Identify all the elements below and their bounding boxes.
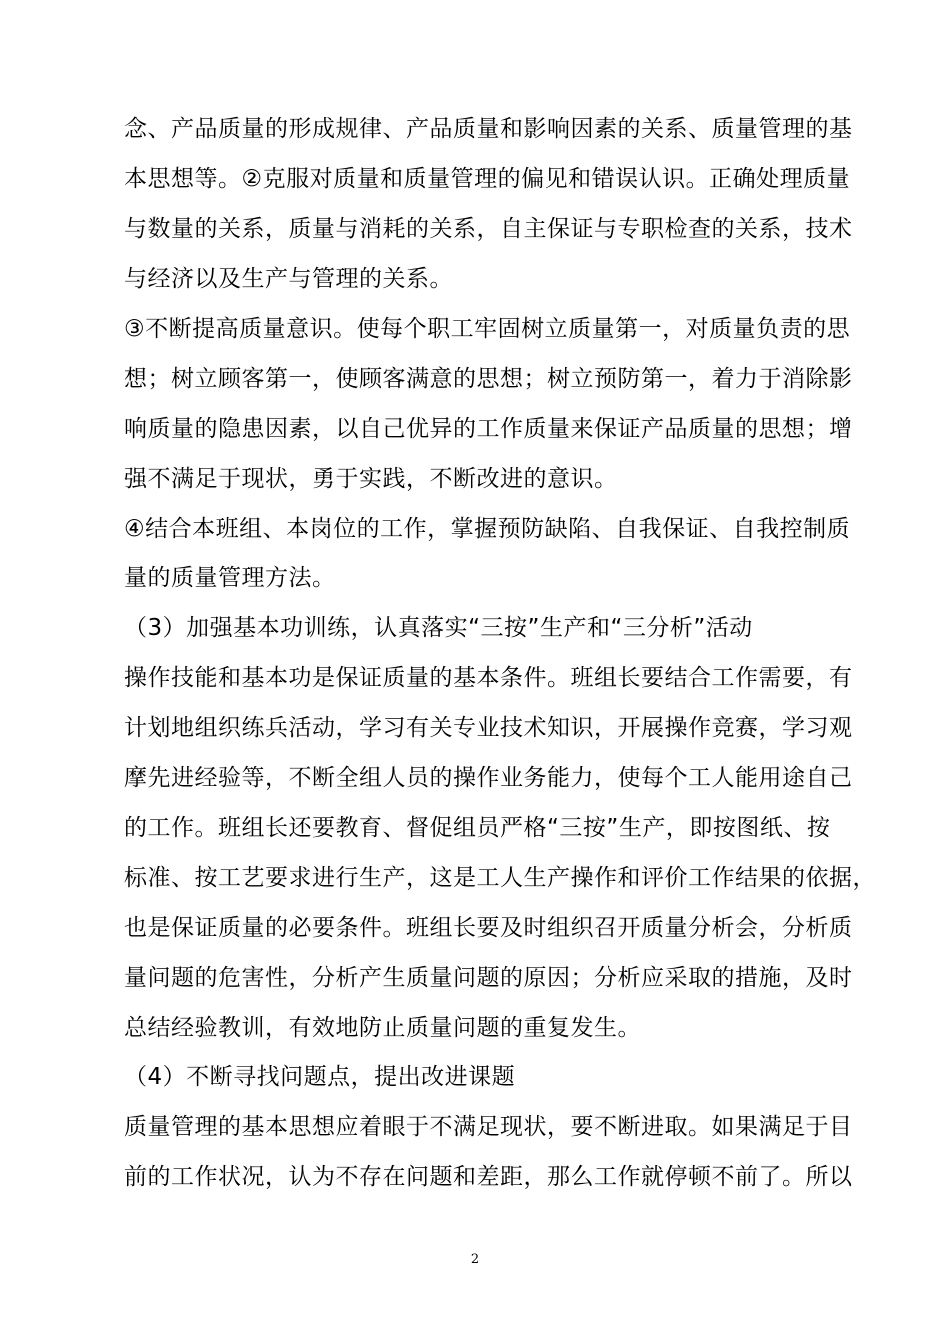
- text-line: 与经济以及生产与管理的关系。: [124, 266, 453, 292]
- text-line: 也是保证质量的必要条件。班组长要及时组织召开质量分析会，分析质: [124, 915, 853, 941]
- section-heading-3: （3）加强基本功训练，认真落实“三按”生产和“三分析”活动: [124, 615, 753, 641]
- text-line: 标准、按工艺要求进行生产，这是工人生产操作和评价工作结果的依据，: [124, 865, 876, 891]
- text-line: 响质量的隐患因素，以自己优异的工作质量来保证产品质量的思想；增: [124, 416, 853, 442]
- text-line: 本思想等。②克服对质量和质量管理的偏见和错误认识。正确处理质量: [124, 166, 851, 192]
- text-line: 念、产品质量的形成规律、产品质量和影响因素的关系、质量管理的基: [124, 116, 853, 142]
- text-line: 量的质量管理方法。: [124, 565, 336, 591]
- text-line: 前的工作状况，认为不存在问题和差距，那么工作就停顿不前了。所以: [124, 1164, 853, 1190]
- text-line: ③不断提高质量意识。使每个职工牢固树立质量第一，对质量负责的思: [124, 316, 851, 342]
- text-line: 的工作。班组长还要教育、督促组员严格“三按”生产，即按图纸、按: [124, 815, 831, 841]
- text-line: ④结合本班组、本岗位的工作，掌握预防缺陷、自我保证、自我控制质: [124, 516, 851, 542]
- text-line: 质量管理的基本思想应着眼于不满足现状，要不断进取。如果满足于目: [124, 1114, 853, 1140]
- text-line: 操作技能和基本功是保证质量的基本条件。班组长要结合工作需要，有: [124, 665, 853, 691]
- text-line: 计划地组织练兵活动，学习有关专业技术知识，开展操作竞赛，学习观: [124, 715, 853, 741]
- text-line: 量问题的危害性，分析产生质量问题的原因；分析应采取的措施，及时: [124, 965, 853, 991]
- section-heading-4: （4）不断寻找问题点，提出改进课题: [124, 1064, 516, 1090]
- text-line: 总结经验教训，有效地防止质量问题的重复发生。: [124, 1015, 641, 1041]
- text-line: 强不满足于现状，勇于实践，不断改进的意识。: [124, 466, 618, 492]
- text-line: 想；树立顾客第一，使顾客满意的思想；树立预防第一，着力于消除影: [124, 366, 853, 392]
- text-line: 摩先进经验等，不断全组人员的操作业务能力，使每个工人能用途自己: [124, 765, 853, 791]
- page-number: 2: [470, 1252, 480, 1267]
- text-line: 与数量的关系，质量与消耗的关系，自主保证与专职检查的关系，技术: [124, 216, 853, 242]
